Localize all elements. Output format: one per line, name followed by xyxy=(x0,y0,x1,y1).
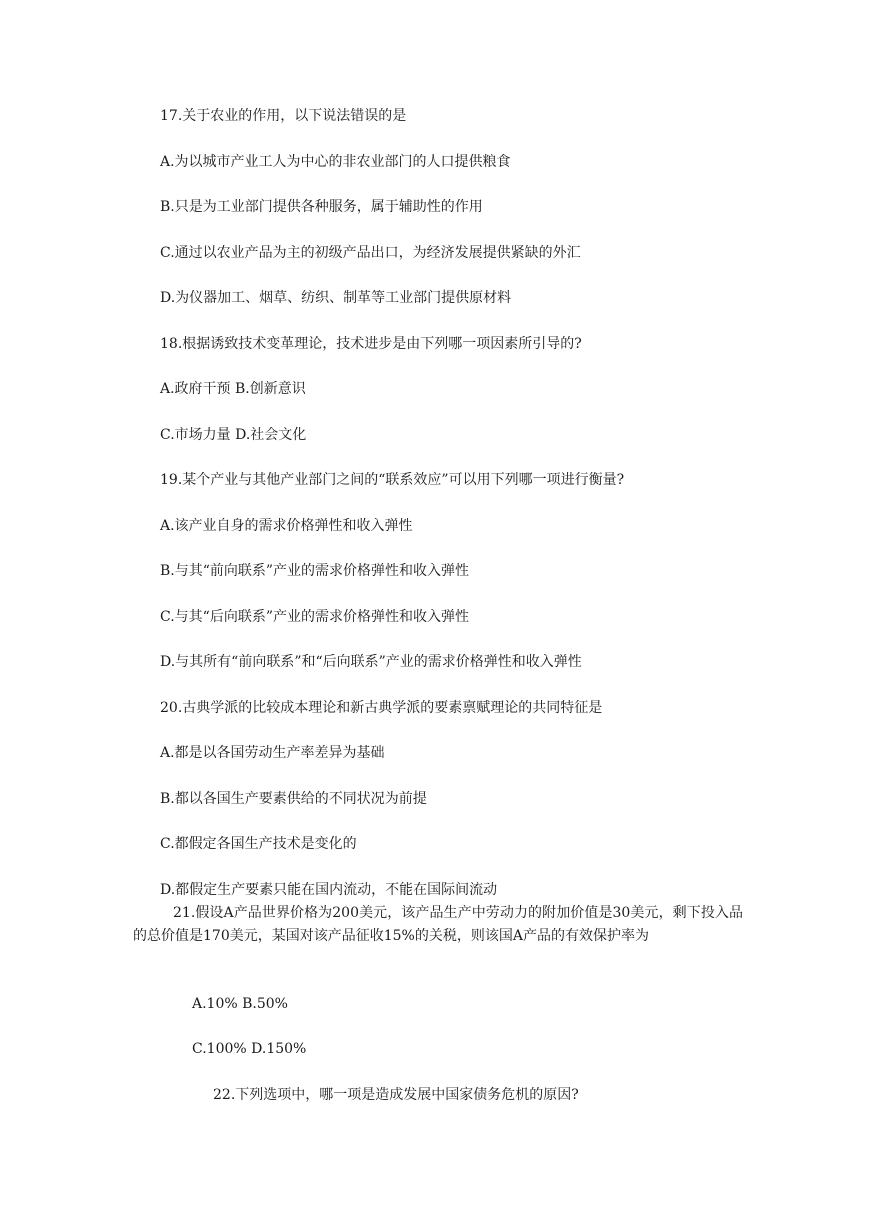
question-19-option-b: B.与其“前向联系”产业的需求价格弹性和收入弹性 xyxy=(160,563,470,579)
question-18-stem: 18.根据诱致技术变革理论，技术进步是由下列哪一项因素所引导的? xyxy=(160,336,582,352)
question-17-option-a: A.为以城市产业工人为中心的非农业部门的人口提供粮食 xyxy=(160,154,511,170)
question-19-option-c: C.与其“后向联系”产业的需求价格弹性和收入弹性 xyxy=(160,609,469,625)
question-21-options-cd: C.100% D.150% xyxy=(192,1041,307,1057)
question-20-stem: 20.古典学派的比较成本理论和新古典学派的要素禀赋理论的共同特征是 xyxy=(160,700,603,716)
question-20-option-b: B.都以各国生产要素供给的不同状况为前提 xyxy=(160,791,427,807)
question-22-stem: 22.下列选项中，哪一项是造成发展中国家债务危机的原因? xyxy=(213,1087,579,1103)
question-20-option-d: D.都假定生产要素只能在国内流动，不能在国际间流动 xyxy=(160,882,498,898)
question-18-options-cd: C.市场力量 D.社会文化 xyxy=(160,427,307,443)
question-19-option-a: A.该产业自身的需求价格弹性和收入弹性 xyxy=(160,518,413,534)
question-19-option-d: D.与其所有“前向联系”和“后向联系”产业的需求价格弹性和收入弹性 xyxy=(160,654,582,670)
question-21-options-ab: A.10% B.50% xyxy=(192,996,288,1012)
question-20-option-c: C.都假定各国生产技术是变化的 xyxy=(160,836,357,852)
question-20-option-a: A.都是以各国劳动生产率差异为基础 xyxy=(160,745,385,761)
question-17-option-d: D.为仪器加工、烟草、纺织、制革等工业部门提供原材料 xyxy=(160,290,512,306)
question-17-option-c: C.通过以农业产品为主的初级产品出口，为经济发展提供紧缺的外汇 xyxy=(160,245,581,261)
question-19-stem: 19.某个产业与其他产业部门之间的“联系效应”可以用下列哪一项进行衡量? xyxy=(160,472,625,488)
question-17-option-b: B.只是为工业部门提供各种服务，属于辅助性的作用 xyxy=(160,199,483,215)
question-18-options-ab: A.政府干预 B.创新意识 xyxy=(160,381,306,397)
question-21-stem: 21.假设A产品世界价格为200美元，该产品生产中劳动力的附加价值是30美元，剩下投入品的总价值是170美元，某国对该产品征收15%的关税，则该国A产品的有效保护率为 xyxy=(133,905,743,944)
question-17-stem: 17.关于农业的作用，以下说法错误的是 xyxy=(160,108,407,124)
